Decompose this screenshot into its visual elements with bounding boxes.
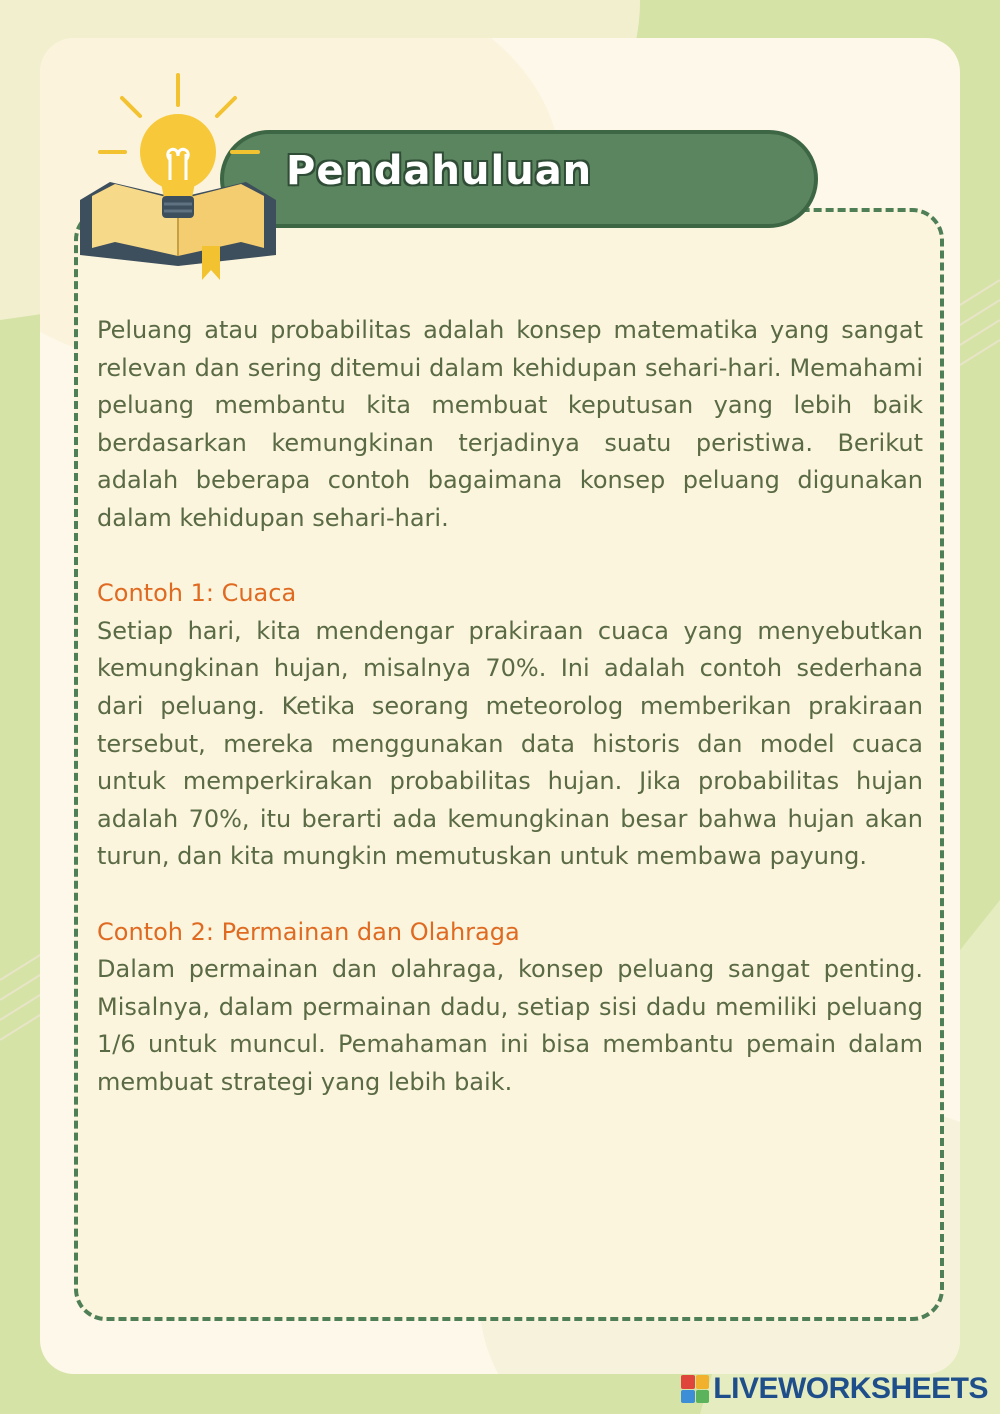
lightbulb-book-icon bbox=[70, 70, 290, 285]
page-title: Pendahuluan bbox=[286, 148, 593, 194]
section-paragraph: Dalam permainan dan olahraga, konsep peluang sangat penting. Misalnya, dalam permainan dadu, setiap sisi dadu memiliki peluang 1/6 untuk muncul. Pemahaman ini bisa membantu pemain dalam membuat strategi yang lebih baik. bbox=[97, 955, 923, 1096]
watermark-text: LIVEWORKSHEETS bbox=[713, 1372, 988, 1405]
section-heading: Contoh 2: Permainan dan Olahraga bbox=[97, 917, 520, 946]
liveworksheets-logo-icon bbox=[681, 1375, 709, 1403]
content-body bbox=[97, 312, 923, 1101]
section-paragraph: Setiap hari, kita mendengar prakiraan cuaca yang menyebutkan kemungkinan hujan, misalnya 70%. Ini adalah contoh sederhana dari peluang. Ketika seorang meteorolog memberikan prakiraan tersebut, mereka menggunakan data historis dan model cuaca untuk memperkirakan probabilitas hujan. Jika probabilitas hujan adalah 70%, itu berarti ada kemungkinan besar bahwa hujan akan turun, dan kita mungkin memutuskan untuk membawa payung. bbox=[97, 616, 923, 871]
section-heading: Contoh 1: Cuaca bbox=[97, 579, 297, 608]
watermark bbox=[681, 1372, 988, 1406]
intro-paragraph: Peluang atau probabilitas adalah konsep matematika yang sangat relevan dan sering ditemui dalam kehidupan sehari-hari. Memahami peluang membantu kita membuat keputusan yang lebih baik berdasarkan kemungkinan terjadinya suatu peristiwa. Berikut adalah beberapa contoh bagaimana konsep peluang digunakan dalam kehidupan sehari-hari. bbox=[97, 316, 923, 532]
